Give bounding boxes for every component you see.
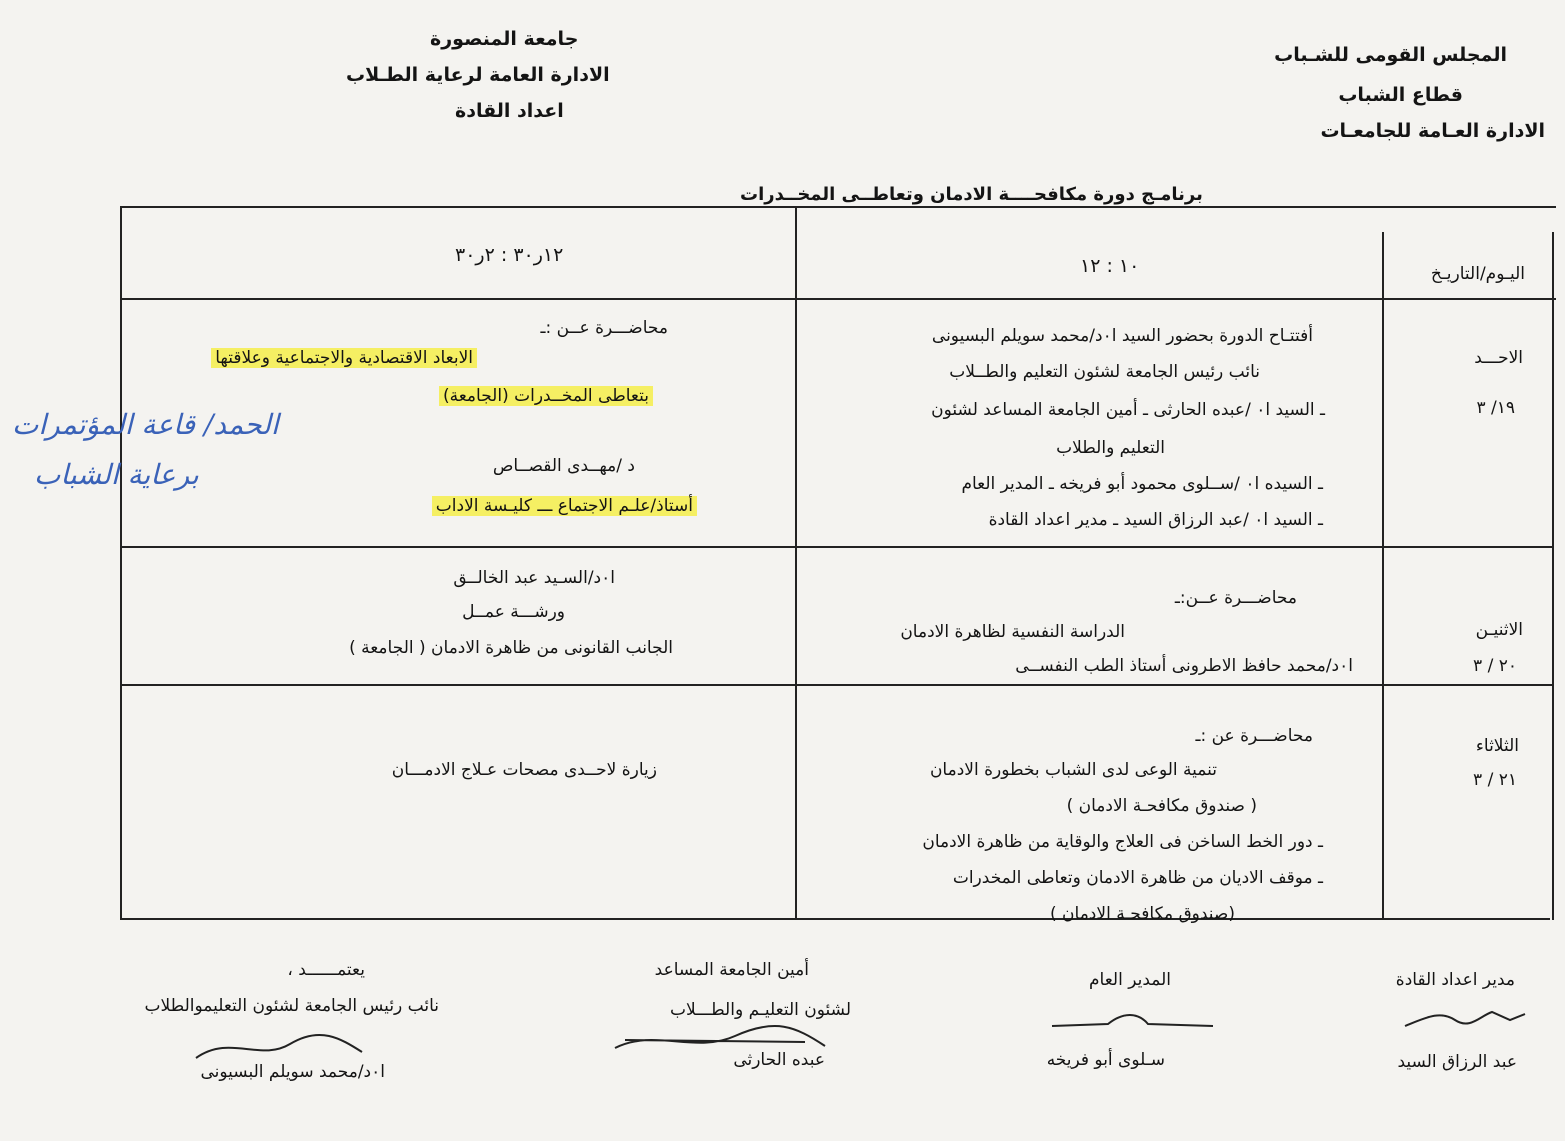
row2-date: ٢٠ / ٣	[1473, 656, 1517, 676]
signature-mark	[1400, 998, 1530, 1038]
signature-title: أمين الجامعة المساعد	[654, 960, 809, 980]
signature-title: يعتمــــــد ،	[287, 960, 365, 980]
leaders-prep: اعداد القادة	[455, 100, 564, 122]
list-item: الدراسة النفسية لظاهرة الادمان	[900, 622, 1125, 642]
signature-title: المدير العام	[1089, 970, 1171, 990]
signature-name: عبد الرزاق السيد	[1397, 1052, 1517, 1072]
list-item: ـ موقف الاديان من ظاهرة الادمان وتعاطى المخدرات	[952, 868, 1323, 888]
list-item: ا٠د/السـيد عبد الخالــق	[453, 568, 615, 588]
row3-date: ٢١ / ٣	[1473, 770, 1517, 790]
list-item: أفتتـاح الدورة بحضور السيد ا٠د/محمد سويلم البسيونى	[931, 326, 1313, 346]
student-affairs-dept: الادارة العامة لرعاية الطـلاب	[346, 64, 610, 86]
list-item: الجانب القانونى من ظاهرة الادمان ( الجامعة )	[349, 638, 673, 658]
col-time2-header: ١٢ر٣٠ : ٢ر٣٠	[455, 244, 564, 266]
signature-subtitle: لشئون التعليـم والطـــلاب	[670, 1000, 851, 1020]
row2-day: الاثنيـن	[1475, 620, 1523, 640]
list-item: زيارة لاحــدى مصحات عـلاج الادمـــان	[391, 760, 657, 780]
list-item: ـ السيده ا٠ /ســلوى محمود أبو فريخه ـ المدير العام	[961, 474, 1323, 494]
program-title: برنامـج دورة مكافحــــة الادمان وتعاطــى المخــدرات	[740, 184, 1203, 205]
list-item: ـ دور الخط الساخن فى العلاج والوقاية من ظاهرة الادمان	[922, 832, 1323, 852]
highlighted-line: أستاذ/علـم الاجتماع ـــ كليـسة الاداب	[432, 496, 697, 516]
list-item: تنمية الوعى لدى الشباب بخطورة الادمان	[929, 760, 1217, 780]
list-item: (صندوق مكافحـة الادمان )	[1050, 904, 1235, 924]
list-item: محاضـــرة عــن :ـ	[540, 318, 668, 338]
list-item: ا٠د/محمد حافظ الاطرونى أستاذ الطب النفســى	[1015, 656, 1353, 676]
list-item: محاضـــرة عن :ـ	[1195, 726, 1313, 746]
list-item: محاضـــرة عــن:ـ	[1174, 588, 1297, 608]
row1-day: الاحـــد	[1474, 348, 1523, 368]
signature-mark	[1048, 1004, 1218, 1034]
list-item: التعليم والطلاب	[1056, 438, 1165, 458]
signature-name: عبده الحارثى	[733, 1050, 825, 1070]
signature-title: مدير اعداد القادة	[1395, 970, 1515, 990]
handwriting-line: برعاية الشباب	[34, 458, 199, 491]
list-item: ورشـــة عمــل	[462, 602, 565, 622]
council-name: المجلس القومى للشـباب	[1274, 44, 1507, 66]
row3-day: الثلاثاء	[1475, 736, 1519, 756]
list-item: ـ السيد ا٠ /عبد الرزاق السيد ـ مدير اعداد القادة	[988, 510, 1323, 530]
list-item: د /مهــدى القصــاص	[492, 456, 635, 476]
list-item: ـ السيد ا٠ /عبده الحارثى ـ أمين الجامعة المساعد لشئون	[931, 400, 1325, 420]
signature-name: ا٠د/محمد سويلم البسيونى	[200, 1062, 385, 1082]
list-item: ( صندوق مكافحـة الادمان )	[1066, 796, 1257, 816]
university-name: جامعة المنصورة	[430, 28, 579, 50]
col-day-header: اليـوم/التاريـخ	[1430, 264, 1525, 284]
list-item: نائب رئيس الجامعة لشئون التعليم والطــلاب	[949, 362, 1260, 382]
signature-name: سـلوى أبو فريخه	[1046, 1050, 1165, 1070]
signature-subtitle: نائب رئيس الجامعة لشئون التعليموالطلاب	[144, 996, 439, 1016]
highlighted-line: الابعاد الاقتصادية والاجتماعية وعلاقتها	[211, 348, 477, 368]
handwriting-line: الحمد/ قاعة المؤتمرات	[12, 408, 279, 441]
row1-date: ١٩/ ٣	[1476, 398, 1515, 418]
col-time1-header: ١٠ : ١٢	[1080, 255, 1140, 277]
sector-name: قطاع الشباب	[1338, 84, 1463, 106]
department-name: الادارة العـامة للجامعـات	[1320, 120, 1545, 142]
highlighted-line: بتعاطى المخــدرات (الجامعة)	[439, 386, 653, 406]
